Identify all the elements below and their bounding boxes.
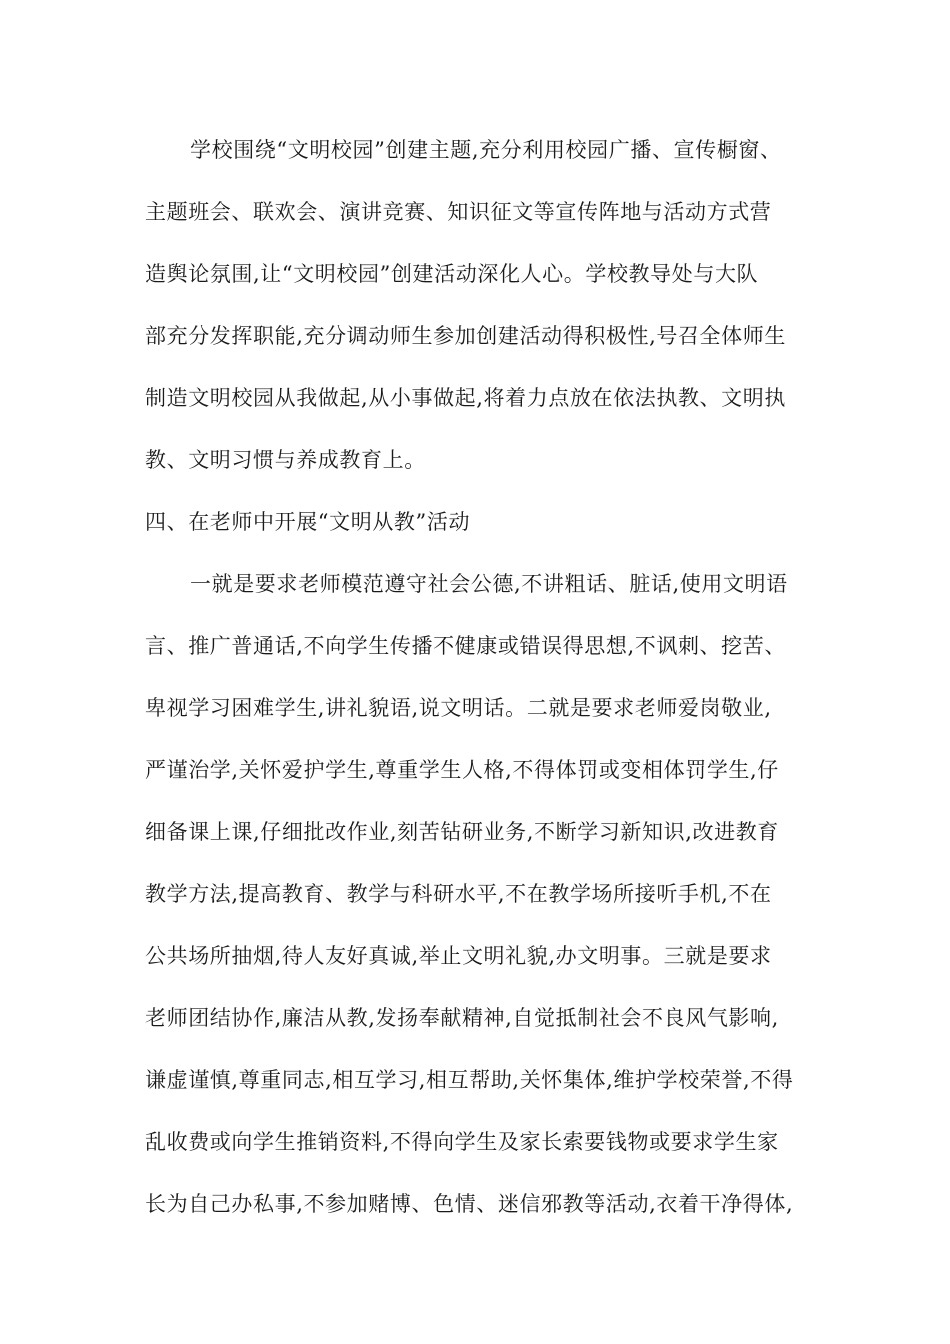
paragraph-2-line: 谦虚谨慎,尊重同志,相互学习,相互帮助,关怀集体,维护学校荣誉,不得 [145,1068,794,1092]
paragraph-2-line: 乱收费或向学生推销资料,不得向学生及家长索要钱物或要求学生家 [145,1130,779,1154]
paragraph-2-line: 老师团结协作,廉洁从教,发扬奉献精神,自觉抵制社会不良风气影响, [145,1006,779,1030]
paragraph-1-line: 制造文明校园从我做起,从小事做起,将着力点放在依法执教、文明执 [145,386,786,410]
paragraph-1-line: 造舆论氛围,让“文明校园”创建活动深化人心。学校教导处与大队 [145,262,759,286]
paragraph-2-line: 教学方法,提高教育、教学与科研水平,不在教学场所接听手机,不在 [145,882,772,906]
paragraph-2-line: 卑视学习困难学生,讲礼貌语,说文明话。二就是要求老师爱岗敬业, [145,696,772,720]
paragraph-1-line: 学校围绕“文明校园”创建主题,充分利用校园广播、宣传橱窗、 [190,138,782,162]
paragraph-2-line: 细备课上课,仔细批改作业,刻苦钻研业务,不断学习新知识,改进教育 [145,820,779,844]
paragraph-2-line: 言、推广普通话,不向学生传播不健康或错误得思想,不讽刺、挖苦、 [145,634,786,658]
paragraph-1-line: 主题班会、联欢会、演讲竞赛、知识征文等宣传阵地与活动方式营 [145,200,772,224]
paragraph-1-line: 部充分发挥职能,充分调动师生参加创建活动得积极性,号召全体师生 [145,324,786,348]
paragraph-2-line: 公共场所抽烟,待人友好真诚,举止文明礼貌,办文明事。三就是要求 [145,944,772,968]
paragraph-2-line: 长为自己办私事,不参加赌博、色情、迷信邪教等活动,衣着干净得体, [145,1192,794,1216]
section-heading: 四、在老师中开展“文明从教”活动 [145,510,471,534]
paragraph-2-line: 一就是要求老师模范遵守社会公德,不讲粗话、脏话,使用文明语 [190,572,788,596]
paragraph-2-line: 严谨治学,关怀爱护学生,尊重学生人格,不得体罚或变相体罚学生,仔 [145,758,779,782]
paragraph-1-line: 教、文明习惯与养成教育上。 [145,448,426,472]
